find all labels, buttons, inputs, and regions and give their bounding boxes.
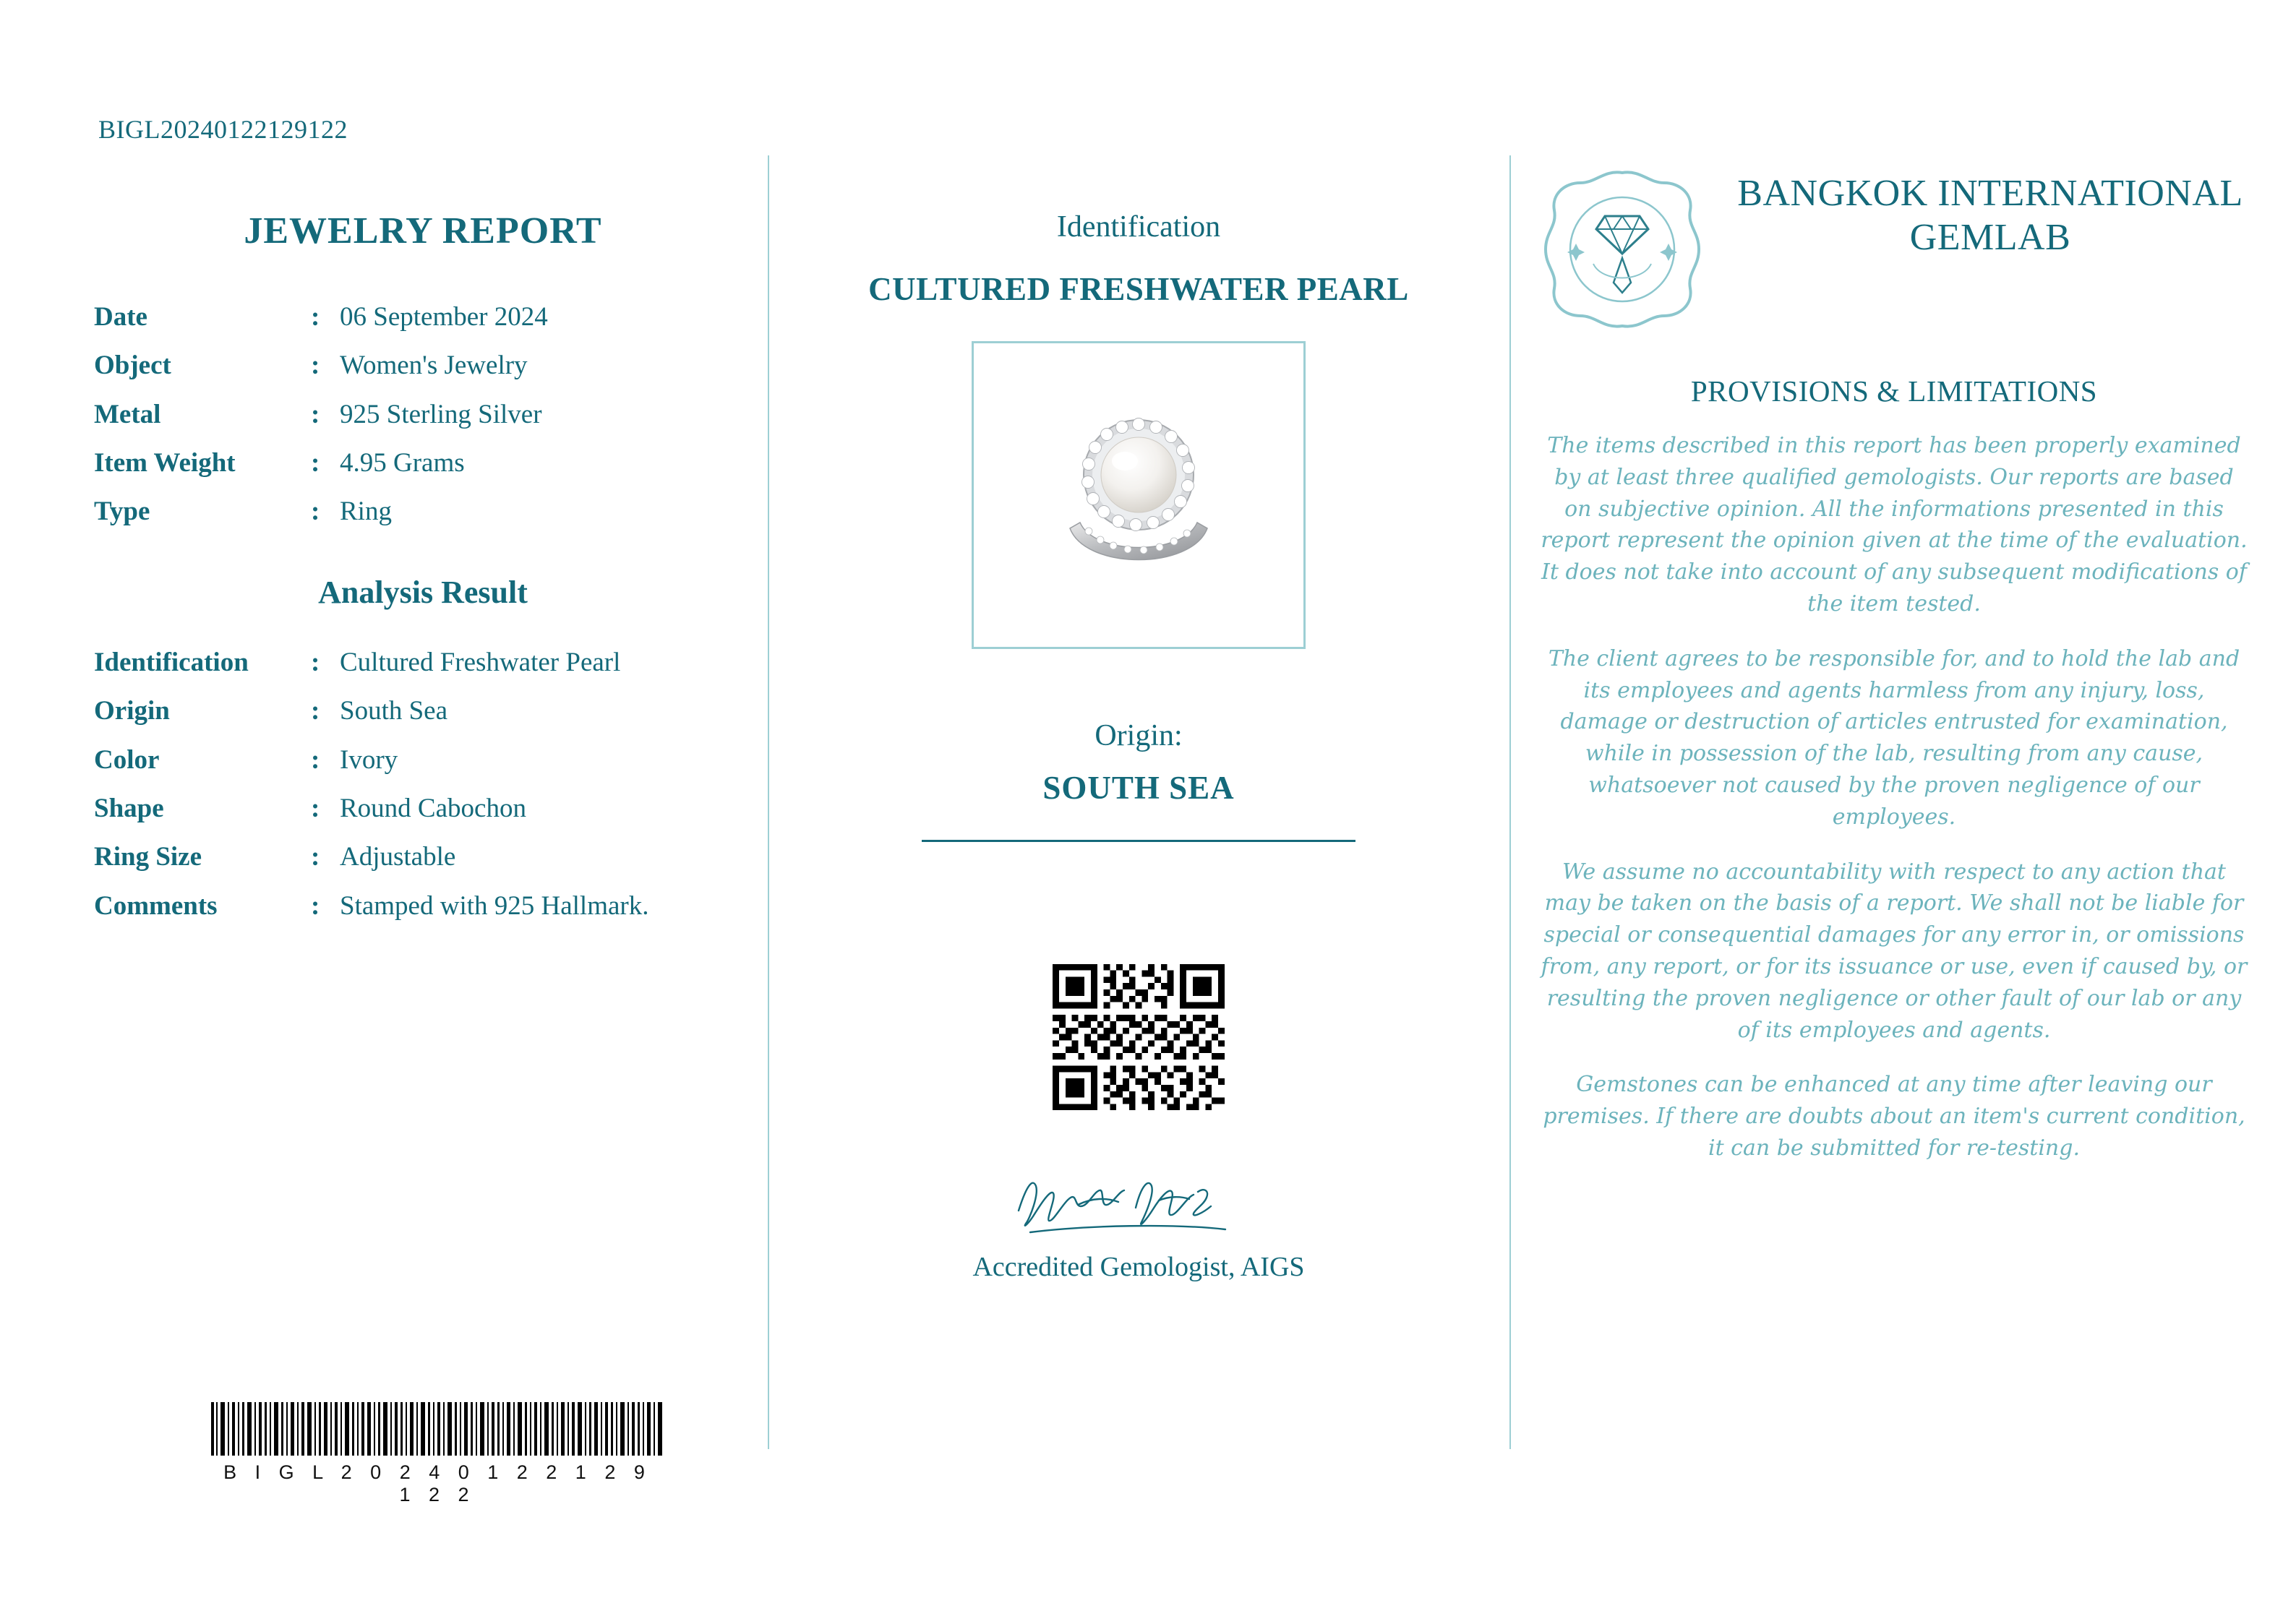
field-value: Ivory [340, 744, 398, 775]
field-value: Ring [340, 497, 392, 527]
analysis-table [94, 638, 752, 930]
qr-code[interactable] [788, 958, 1489, 1117]
provision-paragraph: We assume no accountability with respect to any action that may be taken on the basis of a report. We shall not be liable for special or consequential damages for any error in, or omissions from, any report, or for its issuance or use, even if caused by, or resulting the proven negligence or other fault of our lab or any of its employees and agents. [1541, 859, 2248, 1043]
table-row [94, 638, 752, 687]
barcode-image [210, 1402, 665, 1456]
table-row [94, 390, 752, 439]
provisions-body [1533, 430, 2256, 1164]
field-value: 06 September 2024 [340, 302, 548, 332]
column-divider-left [768, 155, 769, 1449]
brand-header [1533, 163, 2256, 336]
field-label: Type [94, 497, 150, 527]
ring-photo [1019, 387, 1258, 603]
table-row [94, 341, 752, 390]
field-label: Ring Size [94, 842, 202, 872]
field-label: Origin [94, 696, 170, 726]
field-colon: : [311, 351, 320, 381]
barcode-label: B I G L 2 0 2 4 0 1 2 2 1 2 9 1 2 2 [223, 1461, 651, 1505]
field-colon: : [311, 497, 320, 527]
divider-line [922, 840, 1355, 842]
field-label: Object [94, 351, 171, 381]
field-value: 925 Sterling Silver [340, 399, 542, 429]
field-value: South Sea [340, 696, 448, 726]
gemologist-label: Accredited Gemologist, AIGS [972, 1252, 1305, 1282]
field-colon: : [311, 793, 320, 823]
field-value: Stamped with 925 Hallmark. [340, 890, 649, 921]
specimen-photo-frame [972, 341, 1306, 649]
field-colon: : [311, 302, 320, 332]
table-row [94, 882, 752, 930]
table-row [94, 439, 752, 487]
field-colon: : [311, 842, 320, 872]
field-label: Identification [94, 647, 249, 677]
qr-code-image[interactable] [1045, 958, 1233, 1117]
field-label: Date [94, 302, 147, 332]
origin-value: SOUTH SEA [1042, 770, 1235, 806]
details-table [94, 293, 752, 536]
brand-title: BANGKOK INTERNATIONAL GEMLAB [1737, 173, 2243, 259]
table-row [94, 293, 752, 341]
gemlab-logo-icon [1533, 163, 1712, 336]
field-label: Metal [94, 399, 161, 429]
middle-column [788, 210, 1489, 1283]
table-row [94, 736, 752, 784]
signature-image [1008, 1166, 1269, 1245]
provisions-title: PROVISIONS & LIMITATIONS [1690, 374, 2098, 408]
left-column [94, 210, 752, 930]
table-row [94, 833, 752, 881]
field-colon: : [311, 448, 320, 478]
provision-paragraph: Gemstones can be enhanced at any time after leaving our premises. If there are doubts about an item's current condition, it can be submitted for re-testing. [1543, 1072, 2245, 1161]
identification-value: CULTURED FRESHWATER PEARL [868, 271, 1409, 307]
field-colon: : [311, 696, 320, 726]
column-divider-right [1509, 155, 1511, 1449]
field-colon: : [311, 744, 320, 775]
field-label: Color [94, 744, 160, 775]
right-column [1533, 163, 2256, 1187]
field-colon: : [311, 399, 320, 429]
signature [788, 1166, 1489, 1245]
table-row [94, 784, 752, 833]
field-value: 4.95 Grams [340, 448, 465, 478]
field-value: Women's Jewelry [340, 351, 528, 381]
field-label: Shape [94, 793, 164, 823]
report-number: BIGL20240122129122 [98, 115, 348, 144]
identification-label: Identification [1056, 210, 1221, 244]
field-value: Adjustable [340, 842, 456, 872]
analysis-result-heading: Analysis Result [318, 574, 528, 610]
page-title: JEWELRY REPORT [244, 210, 602, 252]
table-row [94, 687, 752, 735]
table-row [94, 487, 752, 536]
field-value: Round Cabochon [340, 793, 526, 823]
field-label: Comments [94, 890, 218, 921]
origin-label: Origin: [1095, 719, 1183, 752]
field-value: Cultured Freshwater Pearl [340, 647, 621, 677]
field-label: Item Weight [94, 448, 236, 478]
field-colon: : [311, 890, 320, 921]
field-colon: : [311, 647, 320, 677]
barcode [210, 1402, 665, 1506]
provision-paragraph: The client agrees to be responsible for, and to hold the lab and its employees and agents harmless from any injury, loss, damage or destruction of articles entrusted for examination, while in possession of the lab, resulting from any cause, whatsoever not caused by the proven negligence of our employees. [1548, 645, 2240, 830]
provision-paragraph: The items described in this report has been properly examined by at least three qualified gemologists. Our reports are based on subjective opinion. All the informations presented in this report represent the opinion given at the time of the evaluation. It does not take into account of any subsequent modifications of the item tested. [1541, 433, 2248, 616]
